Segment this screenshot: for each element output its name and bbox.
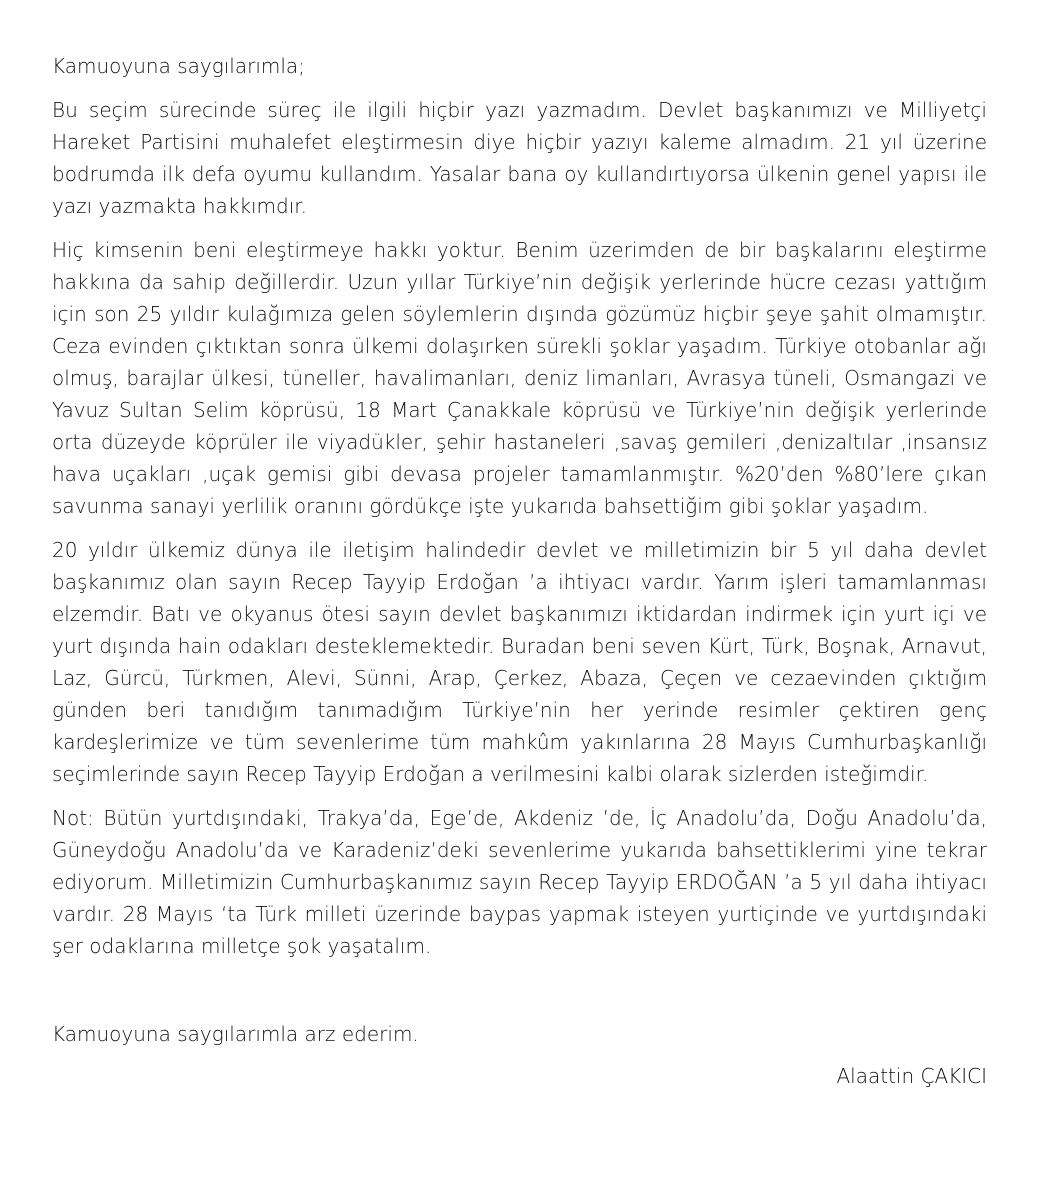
- letter-closing: Kamuoyuna saygılarımla arz ederim.: [52, 1022, 419, 1046]
- letter-greeting: Kamuoyuna saygılarımla;: [52, 54, 305, 78]
- letter-page: [52, 50, 987, 1092]
- letter-paragraph-note: Not: Bütün yurtdışındaki, Trakya’da, Ege’de, Akdeniz ’de, İç Anadolu’da, Doğu Anadolu’da, Güneydoğu Anadolu’da ve Karadeniz’deki sevenlerime yukarıda bahsettiklerimi yine tekrar ediyorum. Milletimizin Cumhurbaşkanımız sayın Recep Tayyip ERDOĞAN ’a 5 yıl daha ihtiyacı vardır. 28 Mayıs ‘ta Türk milleti üzerinde baypas yapmak isteyen yurtiçinde ve yurtdışındaki şer odaklarına milletçe şok yaşatalım.: [52, 806, 987, 958]
- letter-signature: Alaattin ÇAKICI: [836, 1064, 987, 1088]
- letter-paragraph-2: Hiç kimsenin beni eleştirmeye hakkı yoktur. Benim üzerimden de bir başkalarını eleştirme hakkına da sahip değillerdir. Uzun yıllar Türkiye’nin değişik yerlerinde hücre cezası yattığım için son 25 yıldır kulağımıza gelen söylemlerin dışında gözümüz hiçbir şeye şahit olmamıştır. Ceza evinden çıktıktan sonra ülkemi dolaşırken sürekli şoklar yaşadım. Türkiye otobanlar ağı olmuş, barajlar ülkesi, tüneller, havalimanları, deniz limanları, Avrasya tüneli, Osmangazi ve Yavuz Sultan Selim köprüsü, 18 Mart Çanakkale köprüsü ve Türkiye’nin değişik yerlerinde orta düzeyde köprüler ile viyadükler, şehir hastaneleri ,savaş gemileri ,denizaltılar ,insansız hava uçakları ,uçak gemisi gibi devasa projeler tamamlanmıştır. %20’den %80’lere çıkan savunma sanayi yerlilik oranını gördükçe işte yukarıda bahsettiğim gibi şoklar yaşadım.: [52, 238, 987, 518]
- letter-paragraph-1: Bu seçim sürecinde süreç ile ilgili hiçbir yazı yazmadım. Devlet başkanımızı ve Milliyetçi Hareket Partisini muhalefet eleştirmesin diye hiçbir yazıyı kaleme almadım. 21 yıl üzerine bodrumda ilk defa oyumu kullandım. Yasalar bana oy kullandırtıyorsa ülkenin genel yapısı ile yazı yazmakta hakkımdır.: [52, 98, 987, 218]
- letter-paragraph-3: 20 yıldır ülkemiz dünya ile iletişim halindedir devlet ve milletimizin bir 5 yıl daha devlet başkanımız olan sayın Recep Tayyip Erdoğan ’a ihtiyacı vardır. Yarım işleri tamamlanması elzemdir. Batı ve okyanus ötesi sayın devlet başkanımızı iktidardan indirmek için yurt içi ve yurt dışında hain odakları desteklemektedir. Buradan beni seven Kürt, Türk, Boşnak, Arnavut, Laz, Gürcü, Türkmen, Alevi, Sünni, Arap, Çerkez, Abaza, Çeçen ve cezaevinden çıktığım günden beri tanıdığım tanımadığım Türkiye’nin her yerinde resimler çektiren genç kardeşlerimize ve tüm sevenlerime tüm mahkûm yakınlarına 28 Mayıs Cumhurbaşkanlığı seçimlerinde sayın Recep Tayyip Erdoğan a verilmesini kalbi olarak sizlerden isteğimdir.: [52, 538, 987, 786]
